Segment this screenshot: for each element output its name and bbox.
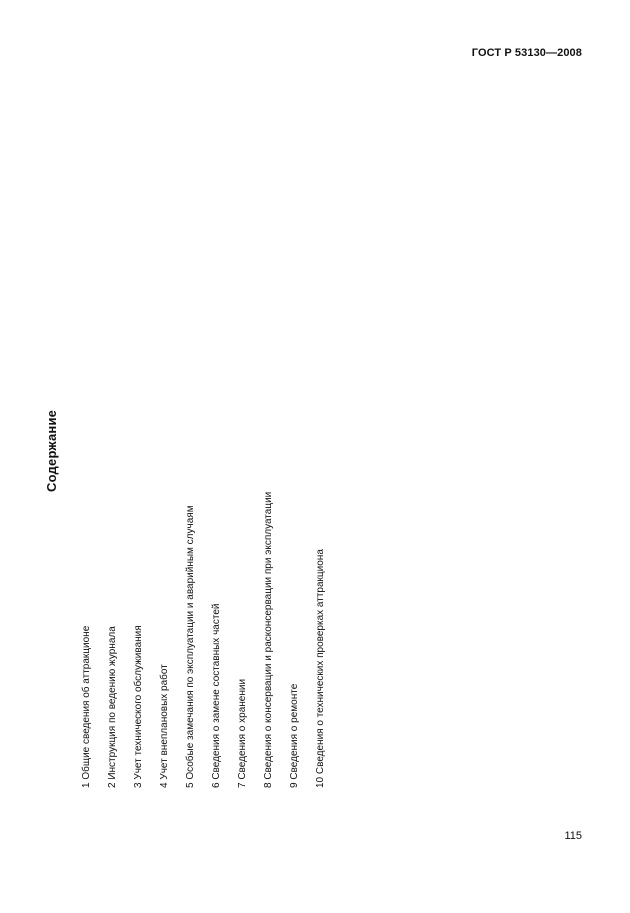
toc-item: 8 Сведения о консервации и расконсервации при эксплуатации (263, 491, 274, 788)
toc-item: 7 Сведения о хранении (237, 678, 248, 788)
toc-item: 6 Сведения о замене составных частей (211, 603, 222, 788)
document-code: ГОСТ Р 53130—2008 (471, 47, 582, 59)
toc-item: 3 Учет технического обслуживания (133, 625, 144, 788)
toc-item: 10 Сведения о технических проверках аттракциона (315, 549, 326, 788)
toc-item: 5 Особые замечания по эксплуатации и аварийным случаям (185, 505, 196, 788)
toc-item: 4 Учет внеплановых работ (159, 664, 170, 788)
page-number: 115 (564, 830, 582, 842)
toc-item: 1 Общие сведения об аттракционе (81, 625, 92, 788)
toc-item: 9 Сведения о ремонте (289, 683, 300, 788)
toc-title: Содержание (44, 409, 59, 492)
toc-item: 2 Инструкция по ведению журнала (107, 626, 118, 788)
